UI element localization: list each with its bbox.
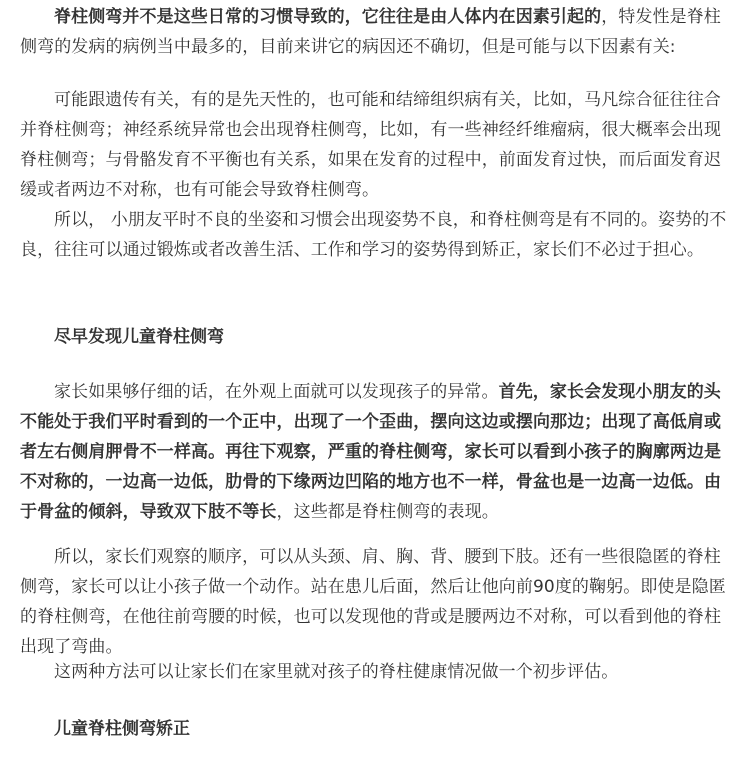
paragraph-assessment: 这两种方法可以让家长们在家里就对孩子的脊柱健康情况做一个初步评估。	[54, 662, 619, 682]
paragraph-observation-order: 所以，家长们观察的顺序，可以从头颈、肩、胸、背、腰到下肢。还有一些很隐匿的脊柱侧弯，家长可以让小孩子做一个动作。站在患儿后面，然后让他向前90度的鞠躬。即使是隐匿的脊柱侧弯，在他往前弯腰的时候，也可以发现他的背或是腰两边不对称，可以看到他的脊柱出现了弯曲。	[20, 547, 726, 657]
paragraph-signs-bold: 首先，家长会发现小朋友的头不能处于我们平时看到的一个正中，出现了一个歪曲，摆向这边或摆向那边；出现了高低肩或者左右侧肩胛骨不一样高。再往下观察，严重的脊柱侧弯，家长可以看到小孩子的胸廓两边是不对称的，一边高一边低，肋骨的下缘两边凹陷的地方也不一样，骨盆也是一边高一边低。由于骨盆的倾斜，导致双下肢不等长	[20, 382, 722, 522]
paragraph-signs	[20, 377, 729, 527]
paragraph-posture: 所以， 小朋友平时不良的坐姿和习惯会出现姿势不良，和脊柱侧弯是有不同的。姿势的不良，往往可以通过锻炼或者改善生活、工作和学习的姿势得到矫正，家长们不必过于担心。	[20, 210, 727, 260]
section-heading-early-detection: 尽早发现儿童脊柱侧弯	[54, 327, 224, 347]
section-heading-correction: 儿童脊柱侧弯矫正	[54, 719, 190, 739]
paragraph-signs-lead: 家长如果够仔细的话，在外观上面就可以发现孩子的异常。	[54, 382, 499, 402]
paragraph-cause-bold: 脊柱侧弯并不是这些日常的习惯导致的，它往往是由人体内在因素引起的	[54, 7, 602, 27]
paragraph-cause	[20, 2, 729, 62]
paragraph-cause-rest: ，特发性是脊柱侧弯的发病的病例当中最多的，目前来讲它的病因还不确切，但是可能与以下因素有关:	[20, 7, 721, 57]
paragraph-signs-rest: ，这些都是脊柱侧弯的表现。	[276, 502, 499, 522]
paragraph-factors: 可能跟遗传有关，有的是先天性的，也可能和结缔组织病有关，比如，马凡综合征往往合并脊柱侧弯；神经系统异常也会出现脊柱侧弯，比如，有一些神经纤维瘤病，很大概率会出现脊柱侧弯；与骨骼发育不平衡也有关系，如果在发育的过程中，前面发育过快，而后面发育迟缓或者两边不对称，也有可能会导致脊柱侧弯。	[20, 90, 722, 200]
